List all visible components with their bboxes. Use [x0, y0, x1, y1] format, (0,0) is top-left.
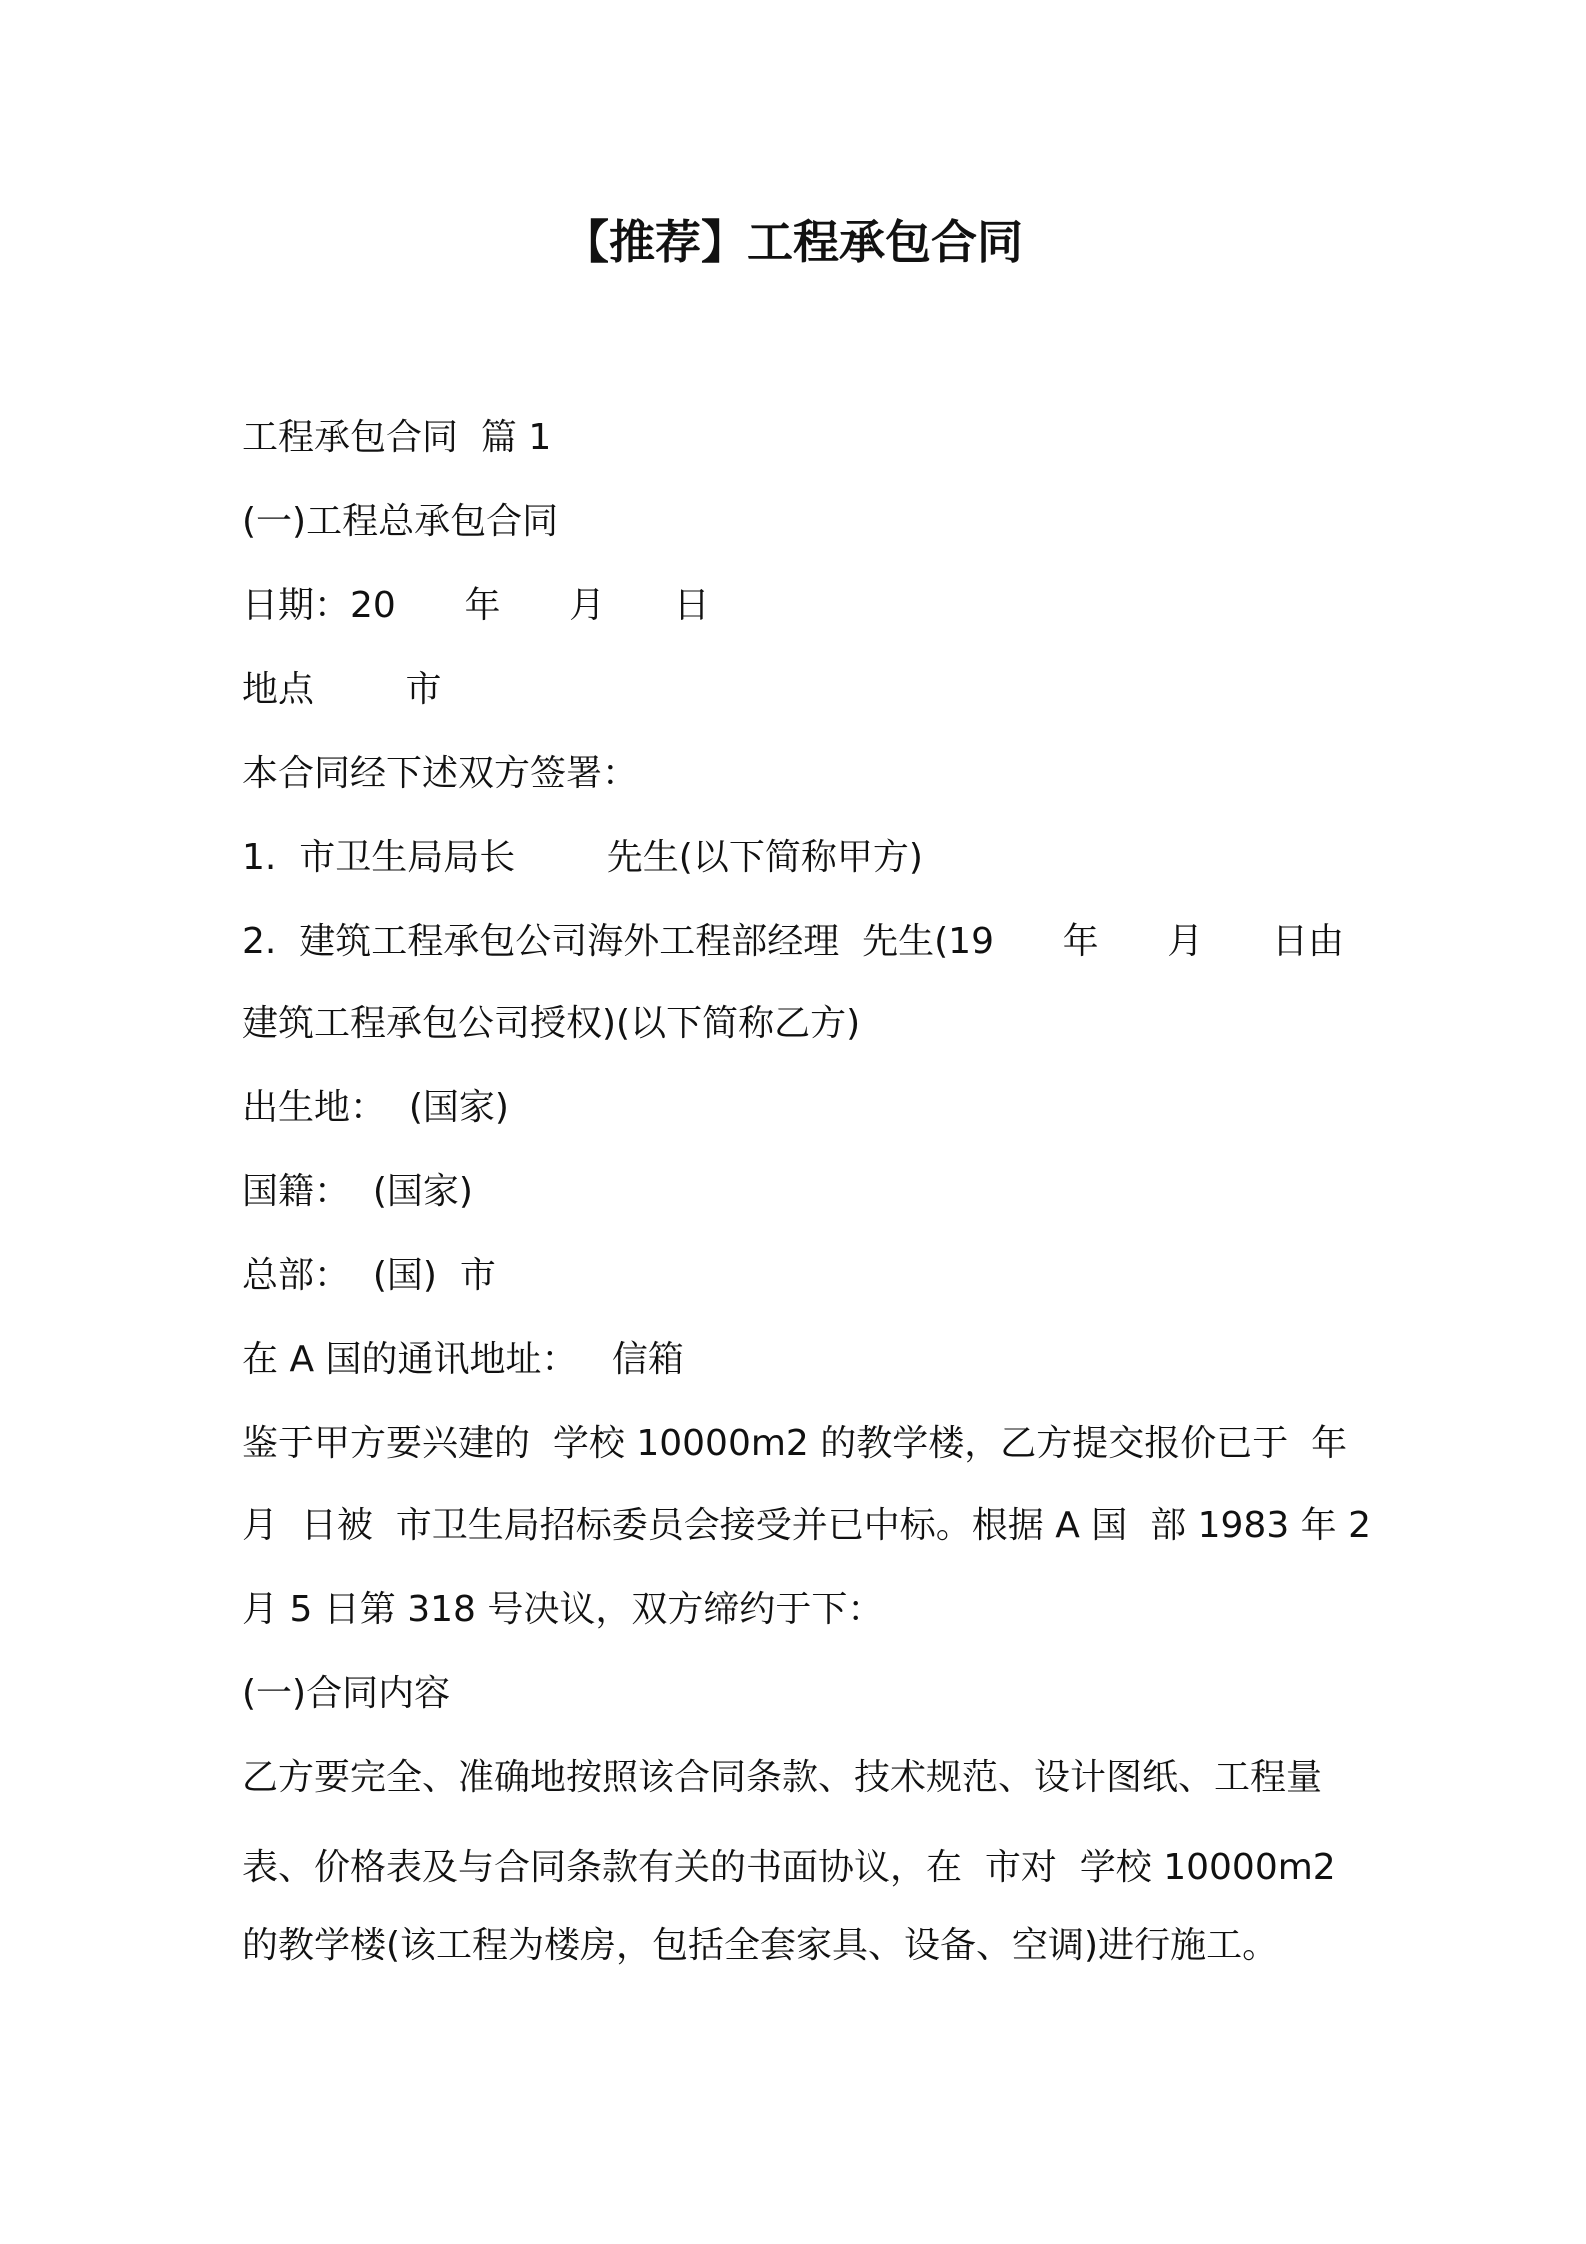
- preamble-line: 月 日被 市卫生局招标委员会接受并已中标。根据 A 国 部 1983 年 2: [242, 1505, 1372, 1546]
- birthplace-line: 出生地： (国家): [242, 1087, 509, 1128]
- signing-parties-intro: 本合同经下述双方签署：: [242, 753, 639, 794]
- preamble-line: 鉴于甲方要兴建的 学校 10000m2 的教学楼，乙方提交报价已于 年: [242, 1423, 1348, 1464]
- body-paragraph-line: 乙方要完全、准确地按照该合同条款、技术规范、设计图纸、工程量: [242, 1757, 1323, 1798]
- mailing-address-line: 在 A 国的通讯地址： 信箱: [242, 1339, 684, 1380]
- contract-content-heading: (一)合同内容: [242, 1673, 451, 1714]
- body-paragraph-line: 的教学楼(该工程为楼房，包括全套家具、设备、空调)进行施工。: [242, 1925, 1279, 1966]
- date-line: 日期：20 年 月 日: [242, 585, 710, 626]
- subsection-heading: (一)工程总承包合同: [242, 501, 559, 542]
- headquarters-line: 总部： (国) 市: [242, 1255, 496, 1296]
- section-heading: 工程承包合同 篇 1: [242, 417, 552, 458]
- document-title: 【推荐】工程承包合同: [563, 215, 1023, 269]
- body-paragraph-line: 表、价格表及与合同条款有关的书面协议，在 市对 学校 10000m2: [242, 1847, 1336, 1888]
- party-b-line: 2. 建筑工程承包公司海外工程部经理 先生(19 年 月 日由: [242, 921, 1344, 962]
- nationality-line: 国籍： (国家): [242, 1171, 473, 1212]
- location-line: 地点 市: [242, 669, 442, 710]
- party-a-line: 1. 市卫生局局长 先生(以下简称甲方): [242, 837, 923, 878]
- party-b-line-cont: 建筑工程承包公司授权)(以下简称乙方): [242, 1003, 861, 1044]
- preamble-line: 月 5 日第 318 号决议，双方缔约于下：: [242, 1589, 884, 1630]
